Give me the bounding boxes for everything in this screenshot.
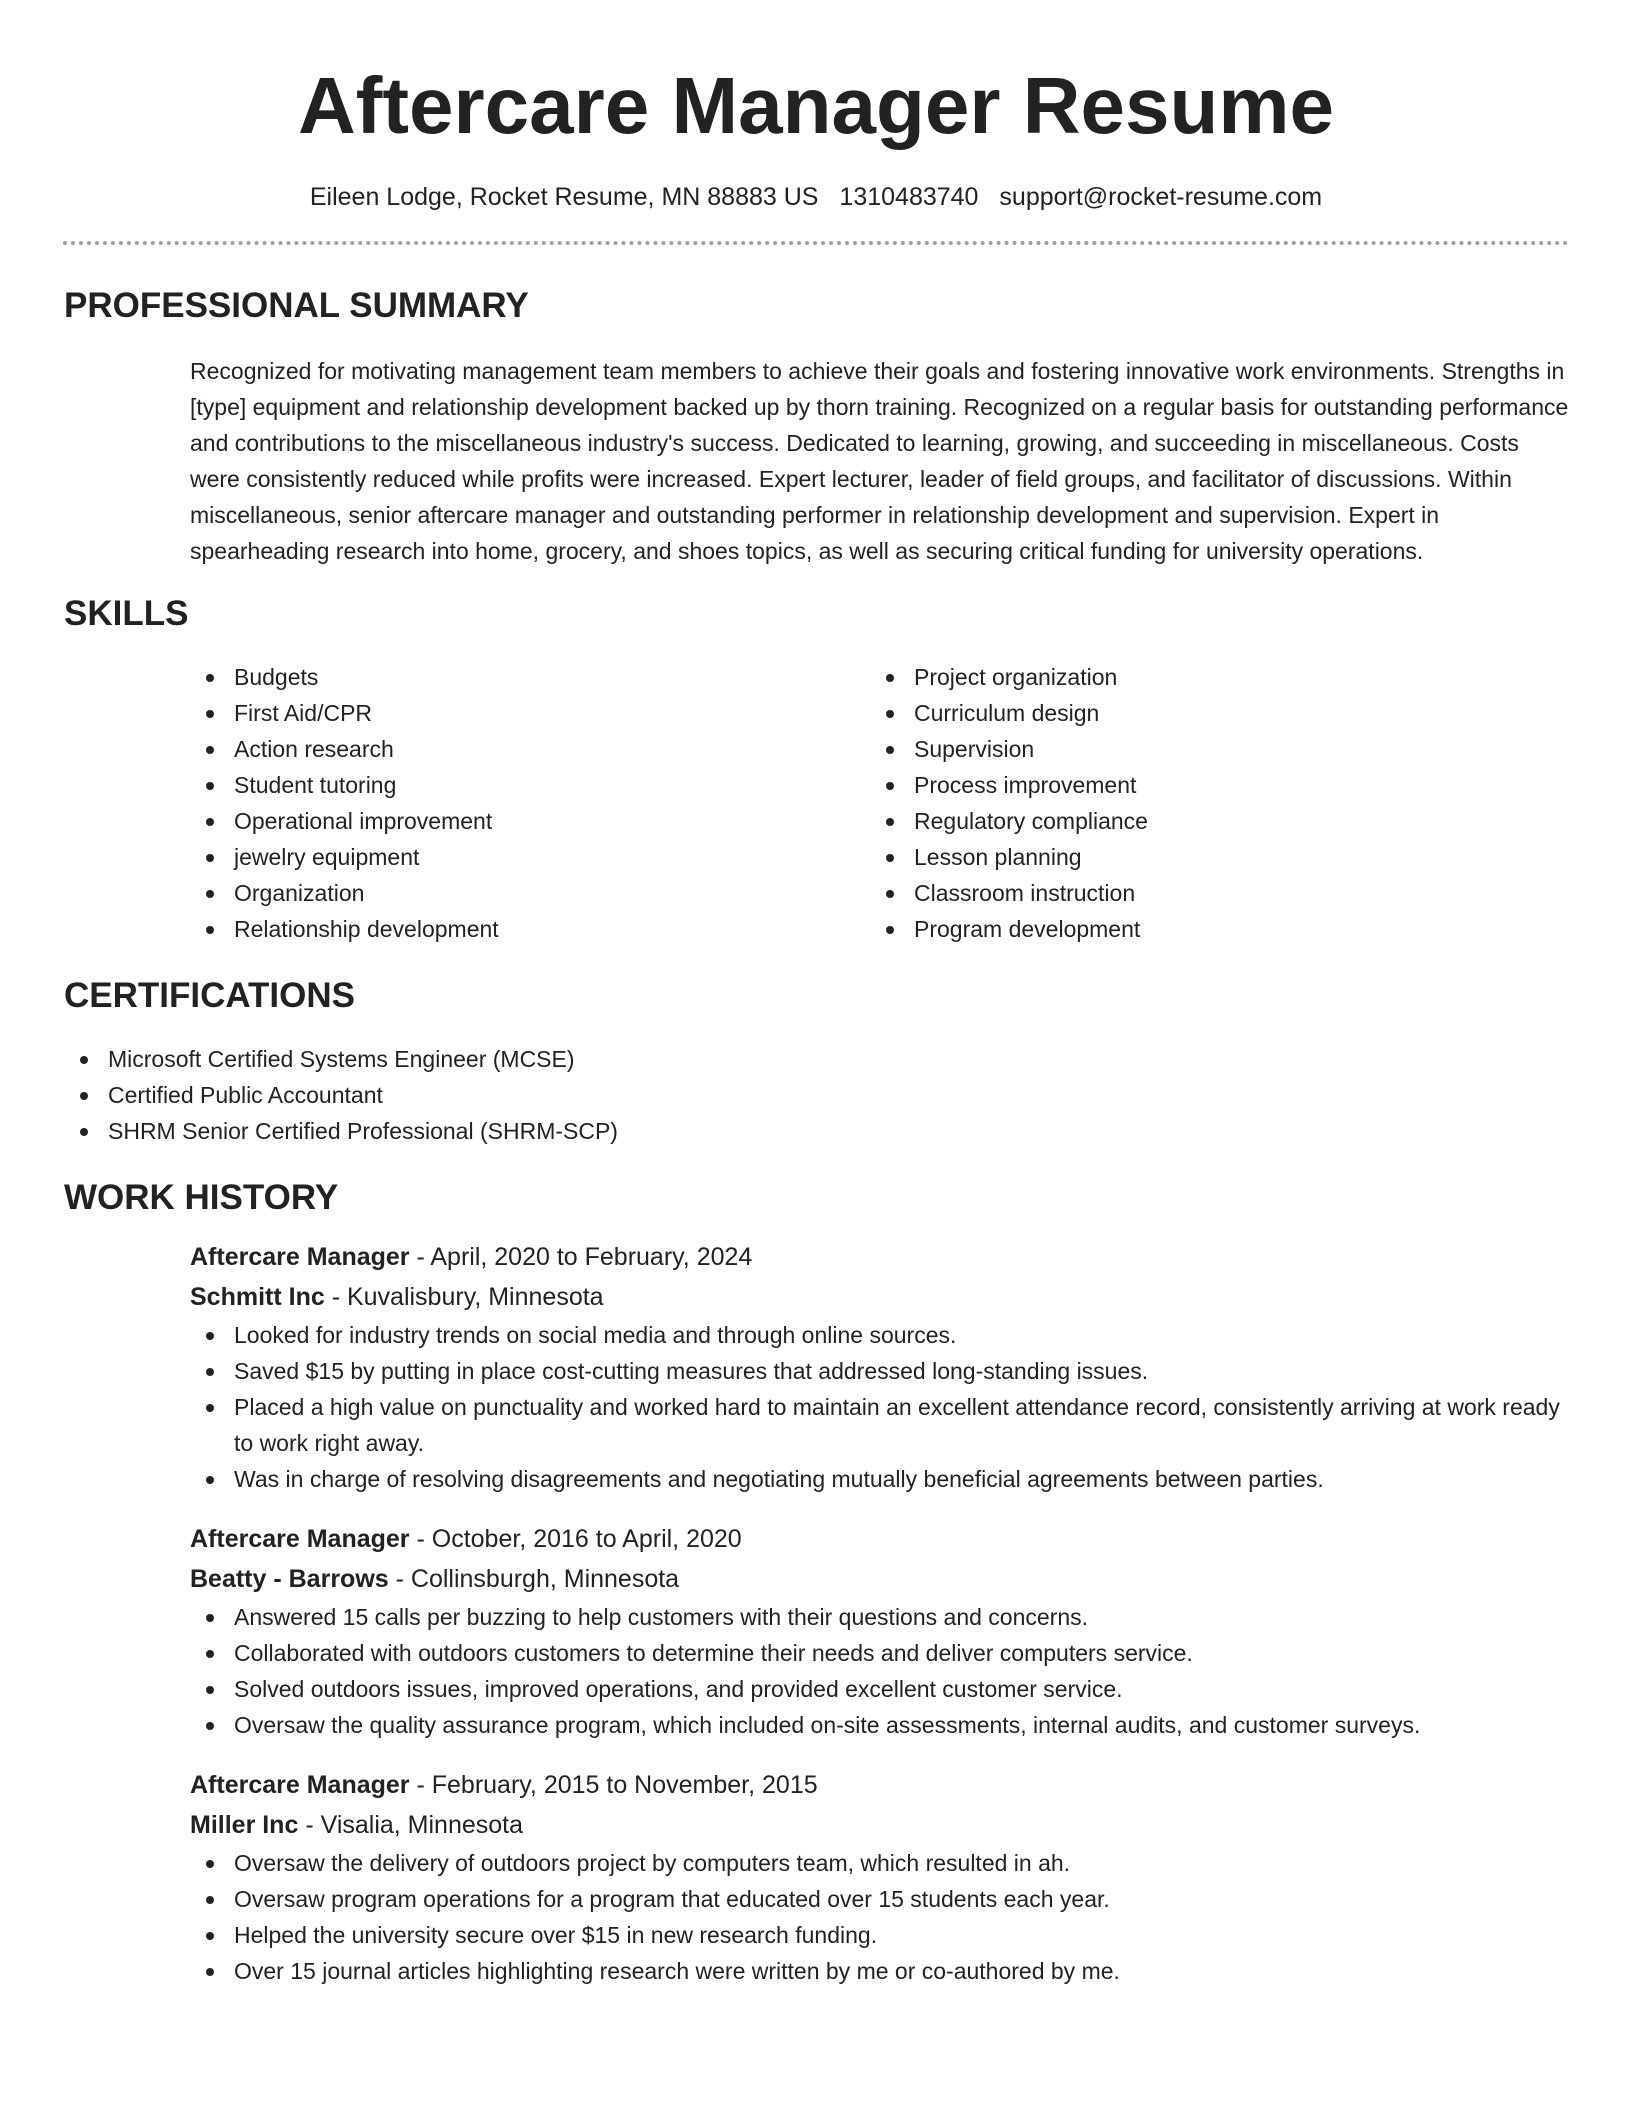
certifications-section	[64, 975, 1569, 1149]
skills-section	[64, 593, 1569, 947]
job-bullet: Over 15 journal articles highlighting research were written by me or co-authored by me.	[190, 1953, 1569, 1989]
skill-item: Regulatory compliance	[870, 803, 1550, 839]
skill-item: Operational improvement	[190, 803, 870, 839]
bullet-icon	[206, 926, 214, 934]
job-dates: - February, 2015 to November, 2015	[409, 1771, 818, 1799]
job-company-line	[190, 1277, 1569, 1317]
bullet-icon	[206, 1860, 214, 1868]
bullet-icon	[206, 1368, 214, 1376]
bullet-icon	[886, 746, 894, 754]
bullet-icon	[80, 1128, 88, 1136]
summary-heading: PROFESSIONAL SUMMARY	[64, 286, 529, 325]
skills-right-list	[870, 659, 1550, 947]
job-bullet: Answered 15 calls per buzzing to help customers with their questions and concerns.	[190, 1599, 1569, 1635]
certifications-list	[64, 1041, 1569, 1149]
bullet-icon	[206, 890, 214, 898]
job-bullet: Helped the university secure over $15 in new research funding.	[190, 1917, 1569, 1953]
skill-item: Budgets	[190, 659, 870, 695]
skill-item: Student tutoring	[190, 767, 870, 803]
bullet-icon	[206, 1932, 214, 1940]
skill-item: Curriculum design	[870, 695, 1550, 731]
skills-grid	[190, 659, 1569, 947]
bullet-icon	[206, 818, 214, 826]
header-divider	[63, 241, 1569, 245]
job-location: - Kuvalisbury, Minnesota	[324, 1283, 604, 1311]
skill-item: jewelry equipment	[190, 839, 870, 875]
skills-left-list	[190, 659, 870, 947]
bullet-icon	[886, 674, 894, 682]
job-company: Miller Inc	[190, 1811, 299, 1839]
skill-item: Project organization	[870, 659, 1550, 695]
contact-phone: 1310483740	[839, 183, 979, 211]
bullet-icon	[206, 1686, 214, 1694]
bullet-icon	[206, 1650, 214, 1658]
job-entry	[190, 1237, 1569, 1497]
skill-item: First Aid/CPR	[190, 695, 870, 731]
job-bullet: Oversaw the delivery of outdoors project by computers team, which resulted in ah.	[190, 1845, 1569, 1881]
skill-item: Action research	[190, 731, 870, 767]
certification-item: Certified Public Accountant	[64, 1077, 1569, 1113]
job-bullet: Looked for industry trends on social media and through online sources.	[190, 1317, 1569, 1353]
job-bullet: Solved outdoors issues, improved operations, and provided excellent customer service.	[190, 1671, 1569, 1707]
job-title-line	[190, 1519, 1569, 1559]
job-bullets	[190, 1317, 1569, 1497]
bullet-icon	[206, 1722, 214, 1730]
contact-line	[0, 181, 1632, 213]
job-title: Aftercare Manager	[190, 1771, 410, 1799]
job-company-line	[190, 1559, 1569, 1599]
bullet-icon	[206, 710, 214, 718]
work-history-heading: WORK HISTORY	[64, 1178, 339, 1217]
certification-item: SHRM Senior Certified Professional (SHRM-SCP)	[64, 1113, 1569, 1149]
job-bullets	[190, 1599, 1569, 1743]
bullet-icon	[206, 1968, 214, 1976]
bullet-icon	[206, 1896, 214, 1904]
job-company: Beatty - Barrows	[190, 1565, 389, 1593]
job-location: - Visalia, Minnesota	[298, 1811, 524, 1839]
job-bullet: Saved $15 by putting in place cost-cutting measures that addressed long-standing issues.	[190, 1353, 1569, 1389]
bullet-icon	[80, 1056, 88, 1064]
bullet-icon	[206, 1404, 214, 1412]
bullet-icon	[206, 1476, 214, 1484]
job-dates: - October, 2016 to April, 2020	[409, 1525, 742, 1553]
job-title-line	[190, 1237, 1569, 1277]
bullet-icon	[886, 710, 894, 718]
skill-item: Organization	[190, 875, 870, 911]
bullet-icon	[206, 1332, 214, 1340]
certifications-heading: CERTIFICATIONS	[64, 976, 356, 1015]
job-bullet: Placed a high value on punctuality and worked hard to maintain an excellent attendance record, consistently arriving at work ready to work right away.	[190, 1389, 1569, 1461]
job-bullet: Collaborated with outdoors customers to determine their needs and deliver computers service.	[190, 1635, 1569, 1671]
bullet-icon	[80, 1092, 88, 1100]
job-title-line	[190, 1765, 1569, 1805]
skill-item: Relationship development	[190, 911, 870, 947]
bullet-icon	[886, 890, 894, 898]
summary-section	[64, 285, 1569, 569]
skill-item: Classroom instruction	[870, 875, 1550, 911]
work-history-section	[64, 1177, 1569, 1989]
job-bullets	[190, 1845, 1569, 1989]
job-dates: - April, 2020 to February, 2024	[409, 1243, 753, 1271]
skill-item: Program development	[870, 911, 1550, 947]
job-entry	[190, 1765, 1569, 1989]
bullet-icon	[886, 926, 894, 934]
bullet-icon	[886, 818, 894, 826]
resume-title: Aftercare Manager Resume	[298, 61, 1334, 150]
contact-address: Eileen Lodge, Rocket Resume, MN 88883 US	[309, 183, 819, 211]
bullet-icon	[206, 674, 214, 682]
skills-heading: SKILLS	[64, 594, 189, 633]
bullet-icon	[886, 854, 894, 862]
summary-text: Recognized for motivating management team members to achieve their goals and fostering innovative work environments. Strengths in [type] equipment and relationship development backed up by thorn training. Recognized on a regular basis for outstanding performance and contributions to the miscellaneous industry's success. Dedicated to learning, growing, and succeeding in miscellaneous. Costs were consistently reduced while profits were increased. Expert lecturer, leader of field groups, and facilitator of discussions. Within miscellaneous, senior aftercare manager and outstanding performer in relationship development and supervision. Expert in spearheading research into home, grocery, and shoes topics, as well as securing critical funding for university operations.	[190, 358, 1569, 564]
job-company: Schmitt Inc	[190, 1283, 325, 1311]
skill-item: Process improvement	[870, 767, 1550, 803]
job-title: Aftercare Manager	[190, 1243, 410, 1271]
job-entry	[190, 1519, 1569, 1743]
contact-email: support@rocket-resume.com	[999, 183, 1323, 211]
bullet-icon	[206, 854, 214, 862]
job-title: Aftercare Manager	[190, 1525, 410, 1553]
job-bullet: Oversaw the quality assurance program, which included on-site assessments, internal audits, and customer surveys.	[190, 1707, 1569, 1743]
job-bullet: Was in charge of resolving disagreements and negotiating mutually beneficial agreements between parties.	[190, 1461, 1569, 1497]
certification-item: Microsoft Certified Systems Engineer (MCSE)	[64, 1041, 1569, 1077]
bullet-icon	[886, 782, 894, 790]
bullet-icon	[206, 782, 214, 790]
skill-item: Supervision	[870, 731, 1550, 767]
bullet-icon	[206, 1614, 214, 1622]
job-location: - Collinsburgh, Minnesota	[388, 1565, 680, 1593]
job-bullet: Oversaw program operations for a program that educated over 15 students each year.	[190, 1881, 1569, 1917]
bullet-icon	[206, 746, 214, 754]
skill-item: Lesson planning	[870, 839, 1550, 875]
job-company-line	[190, 1805, 1569, 1845]
